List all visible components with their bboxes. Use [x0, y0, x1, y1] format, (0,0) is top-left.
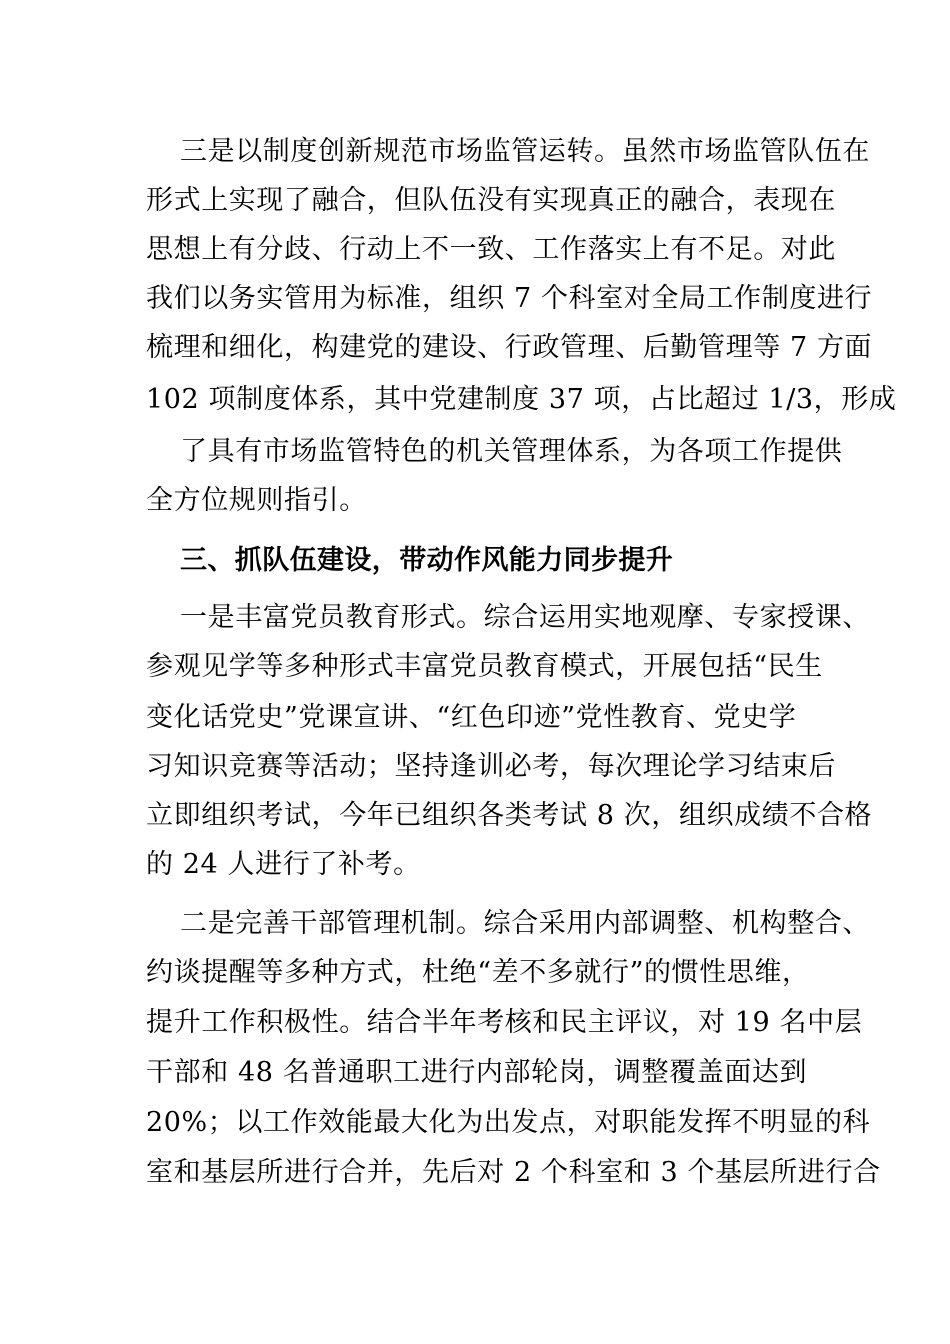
paragraph-line: 约谈提醒等多种方式，杜绝“差不多就行”的惯性思维， [146, 957, 810, 988]
paragraph-line: 的 24 人进行了补考。 [146, 849, 421, 880]
paragraph-line: 思想上有分歧、行动上不一致、工作落实上有不足。对此 [146, 234, 836, 265]
paragraph-line: 参观见学等多种形式丰富党员教育模式，开展包括“民生 [146, 651, 823, 682]
paragraph-line: 我们以务实管用为标准，组织 7 个科室对全局工作制度进行 [146, 283, 873, 314]
paragraph-line: 全方位规则指引。 [146, 485, 367, 516]
paragraph-line: 梳理和细化，构建党的建设、行政管理、后勤管理等 7 方面 [146, 332, 873, 363]
paragraph-line: 变化话党史”党课宣讲、“红色印迹”党性教育、党史学 [146, 702, 797, 733]
paragraph-line: 了具有市场监管特色的机关管理体系，为各项工作提供 [180, 436, 843, 467]
paragraph-line: 20%；以工作效能最大化为出发点，对职能发挥不明显的科 [146, 1107, 871, 1138]
paragraph-line: 提升工作积极性。结合半年考核和民主评议，对 19 名中层 [146, 1007, 863, 1038]
paragraph-line: 形式上实现了融合，但队伍没有实现真正的融合，表现在 [146, 185, 836, 216]
paragraph-line: 102 项制度体系，其中党建制度 37 项，占比超过 1/3，形成 [146, 384, 897, 415]
paragraph-line: 三是以制度创新规范市场监管运转。虽然市场监管队伍在 [180, 136, 870, 167]
paragraph-line: 二是完善干部管理机制。综合采用内部调整、机构整合、 [180, 908, 870, 939]
section-heading: 三、抓队伍建设，带动作风能力同步提升 [180, 545, 674, 576]
paragraph-line: 一是丰富党员教育形式。综合运用实地观摩、专家授课、 [180, 602, 870, 633]
paragraph-line: 立即组织考试，今年已组织各类考试 8 次，组织成绩不合格 [146, 800, 873, 831]
paragraph-line: 室和基层所进行合并，先后对 2 个科室和 3 个基层所进行合 [146, 1157, 881, 1188]
paragraph-line: 干部和 48 名普通职工进行内部轮岗，调整覆盖面达到 [146, 1057, 808, 1088]
paragraph-line: 习知识竞赛等活动；坚持逢训必考，每次理论学习结束后 [146, 751, 836, 782]
